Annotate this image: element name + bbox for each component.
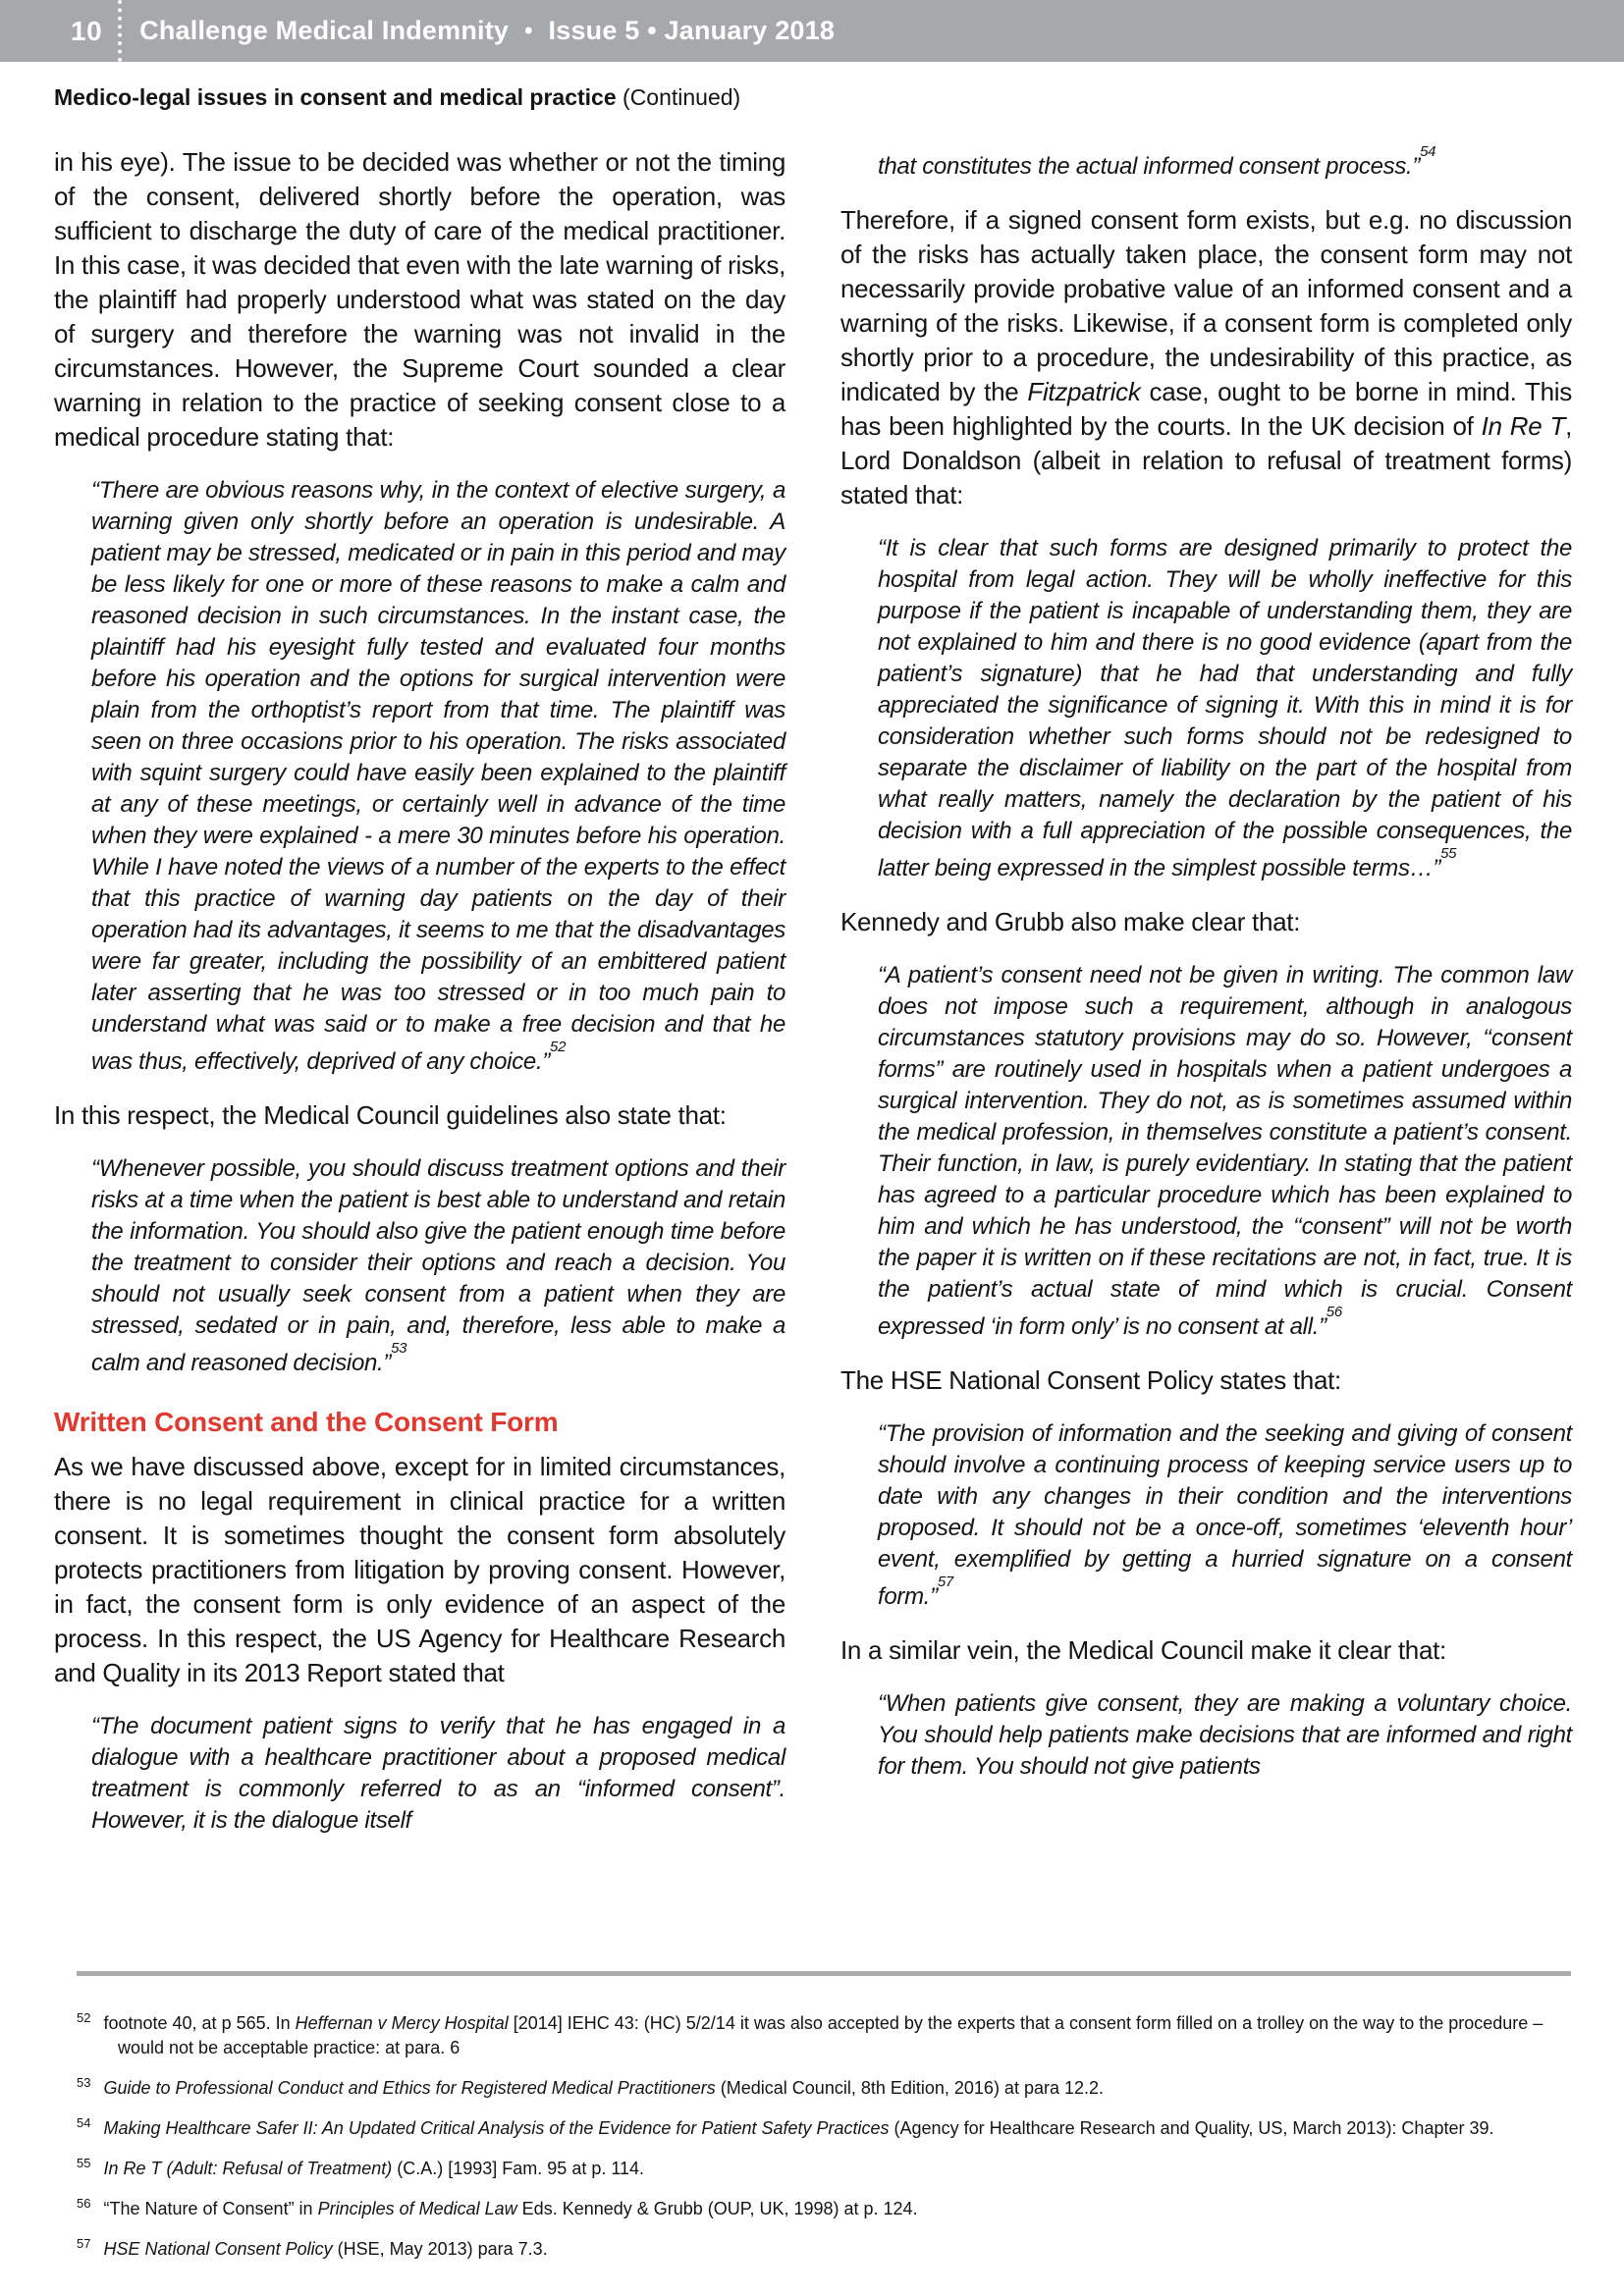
paragraph: The HSE National Consent Policy states that: <box>840 1365 1341 1395</box>
case-name: In Re T (Adult: Refusal of Treatment) <box>103 2159 393 2178</box>
footnote-number: 55 <box>77 2156 91 2170</box>
quote-block <box>91 1153 785 1379</box>
footnotes-section <box>77 1971 1571 2271</box>
quote-block <box>91 475 785 1078</box>
paragraph: Kennedy and Grubb also make clear that: <box>840 907 1301 936</box>
footnote: $^{56}$ “The Nature of Consent” in Principles of Medical Law Eds. Kennedy & Grubb (OUP, UK, 1998) at p. 124. <box>77 2196 918 2218</box>
paragraph: In a similar vein, the Medical Council make it clear that: <box>840 1635 1446 1665</box>
quote-block <box>91 1711 785 1837</box>
quote-text: “The document patient signs to verify that he has engaged in a dialogue with a healthcare practitioner about a proposed medical treatment is commonly referred to as an “informed consent”. However, it is the dialogue itself <box>91 1713 785 1834</box>
footnote: $^{57}$ HSE National Consent Policy (HSE, May 2013) para 7.3. <box>77 2236 548 2259</box>
footnote-number: 56 <box>77 2196 91 2211</box>
case-name: Heffernan v Mercy Hospital <box>295 2013 509 2033</box>
article-title-text: Medico-legal issues in consent and medical practice <box>54 84 617 110</box>
footnote-ref: 53 <box>391 1340 407 1357</box>
column-right <box>840 145 1572 1857</box>
quote-block <box>878 960 1572 1343</box>
footnote-number: 54 <box>77 2115 91 2130</box>
footnote: $^{54}$ Making Healthcare Safer II: An Updated Critical Analysis of the Evidence for Patient Safety Practices (Agency for Healthcare Research and Quality, US, March 2013): Chapter 39. <box>77 2115 1494 2138</box>
footnote-ref: 57 <box>937 1574 953 1590</box>
dotted-divider-icon <box>118 0 122 62</box>
bullet-separator: • <box>524 17 533 44</box>
footnote-ref: 54 <box>1420 143 1436 160</box>
footnote: $^{55}$ In Re T (Adult: Refusal of Treatment) (C.A.) [1993] Fam. 95 at p. 114. <box>77 2156 645 2178</box>
paragraph: As we have discussed above, except for in limited circumstances, there is no legal requirement in clinical practice for a written consent. It is sometimes thought the consent form absolutely protects practitioners from litigation by proving consent. However, in fact, the consent form is only evidence of an aspect of the process. In this respect, the US Agency for Healthcare Research and Quality in its 2013 Report stated that <box>54 1452 785 1687</box>
article-title-continued: (Continued) <box>616 84 741 110</box>
section-heading: Written Consent and the Consent Form <box>54 1407 559 1437</box>
case-name: In Re T <box>1481 411 1566 441</box>
work-title: Guide to Professional Conduct and Ethics for Registered Medical Practitioners <box>103 2078 716 2098</box>
case-name: Fitzpatrick <box>1027 377 1141 406</box>
footnote: $^{52}$ footnote 40, at p 565. In Heffernan v Mercy Hospital [2014] IEHC 43: (HC) 5/2/14 it was also accepted by the experts that a consent form filled on a trolley on the way to the procedure – would not be acceptable practice: at para. 6 <box>77 2010 1543 2057</box>
quote-block <box>878 1688 1572 1783</box>
paragraph: Therefore, if a signed consent form exists, but e.g. no discussion of the risks has actually taken place, the consent form may not necessarily provide probative value of an informed consent and a warning of the risks. Likewise, if a consent form is completed only shortly prior to a procedure, the undesirability of this practice, as indicated by the Fitzpatrick case, ought to be borne in mind. This has been highlighted by the courts. In the UK decision of In Re T, Lord Donaldson (albeit in relation to refusal of treatment forms) stated that: <box>840 205 1572 509</box>
work-title: Principles of Medical Law <box>317 2199 517 2218</box>
quote-text: “When patients give consent, they are making a voluntary choice. You should help patients make decisions that are informed and right for them. You should not give patients <box>878 1690 1572 1780</box>
footnote-number: 57 <box>77 2236 91 2251</box>
column-left <box>54 145 785 1857</box>
quote-block <box>878 533 1572 884</box>
footnote-ref: 56 <box>1326 1304 1342 1320</box>
footnote-number: 52 <box>77 2010 91 2025</box>
page-number: 10 <box>71 15 103 46</box>
quote-text: “Whenever possible, you should discuss treatment options and their risks at a time when the patient is best able to understand and retain the information. You should also give the patient enough time before the treatment to consider their options and reach a decision. You should not usually seek consent from a patient when they are stressed, sedated or in pain, and, therefore, less able to make a calm and reasoned decision.” <box>91 1155 785 1376</box>
footnote-ref: 55 <box>1440 845 1457 862</box>
work-title: Making Healthcare Safer II: An Updated Critical Analysis of the Evidence for Patient Safety Practices <box>103 2118 890 2138</box>
footnote-number: 53 <box>77 2075 91 2090</box>
page-header <box>0 0 1624 62</box>
quote-text: that constitutes the actual informed consent process.” <box>878 153 1421 180</box>
issue-date: Issue 5 • January 2018 <box>548 16 836 45</box>
article-body <box>54 145 1572 1857</box>
publication-title: Challenge Medical Indemnity <box>139 16 510 45</box>
quote-block <box>878 145 1572 183</box>
paragraph: In this respect, the Medical Council guidelines also state that: <box>54 1100 727 1130</box>
quote-block <box>878 1418 1572 1613</box>
footnote: $^{53}$ Guide to Professional Conduct and Ethics for Registered Medical Practitioners (Medical Council, 8th Edition, 2016) at para 12.2. <box>77 2075 1105 2098</box>
quote-text: “A patient’s consent need not be given in writing. The common law does not impose such a requirement, although in analogous circumstances statutory provisions may do so. However, ‘‘consent forms” are routinely used in hospitals when a patient undergoes a surgical intervention. They do not, as is sometimes assumed within the medical profession, in themselves constitute a patient’s consent. Their function, in law, is purely evidentiary. In stating that the patient has agreed to a particular procedure which has been explained to him and which he has understood, the ‘‘consent” will not be worth the paper it is written on if these recitations are not, in fact, true. It is the patient’s actual state of mind which is crucial. Consent expressed ‘in form only’ is no consent at all.” <box>878 962 1572 1340</box>
footnote-ref: 52 <box>550 1039 567 1055</box>
paragraph: in his eye). The issue to be decided was whether or not the timing of the consent, delivered shortly before the operation, was sufficient to discharge the duty of care of the medical practitioner. In this case, it was decided that even with the late warning of risks, the plaintiff had properly understood what was stated on the day of surgery and therefore the warning was not invalid in the circumstances. However, the Supreme Court sounded a clear warning in relation to the practice of seeking consent close to a medical procedure stating that: <box>54 147 785 452</box>
quote-text: “There are obvious reasons why, in the context of elective surgery, a warning given only shortly before an operation is undesirable. A patient may be stressed, medicated or in pain in this period and may be less likely for one or more of these reasons to make a calm and reasoned decision in such circumstances. In the instant case, the plaintiff had his eyesight fully tested and evaluated four months before his operation and the options for surgical intervention were plain from the orthoptist’s report from that time. The plaintiff was seen on three occasions prior to his operation. The risks associated with squint surgery could have easily been explained to the plaintiff at any of these meetings, or certainly well in advance of the time when they were explained - a mere 30 minutes before his operation. While I have noted the views of a number of the experts to the effect that this practice of warning day patients on the day of their operation had its advantages, it seems to me that the disadvantages were far greater, including the possibility of an embittered patient later asserting that he was too stressed or in too much pain to understand what was said or to make a free decision and that he was thus, effectively, deprived of any choice.” <box>91 477 785 1075</box>
quote-text: “The provision of information and the seeking and giving of consent should involve a continuing process of keeping service users up to date with any changes in their condition and the interventions proposed. It should not be a once-off, sometimes ‘eleventh hour’ event, exemplified by getting a hurried signature on a consent form.” <box>878 1420 1572 1610</box>
work-title: HSE National Consent Policy <box>103 2239 333 2259</box>
quote-text: “It is clear that such forms are designed primarily to protect the hospital from legal action. They will be wholly ineffective for this purpose if the patient is incapable of understanding them, they are not explained to him and there is no good evidence (apart from the patient’s signature) that he had that understanding and fully appreciated the significance of signing it. With this in mind it is for consideration whether such forms should not be redesigned to separate the disclaimer of liability on the part of the hospital from what really matters, namely the declaration by the patient of his decision with a full appreciation of the possible consequences, the latter being expressed in the simplest possible terms…” <box>878 535 1572 881</box>
article-title <box>54 84 740 111</box>
